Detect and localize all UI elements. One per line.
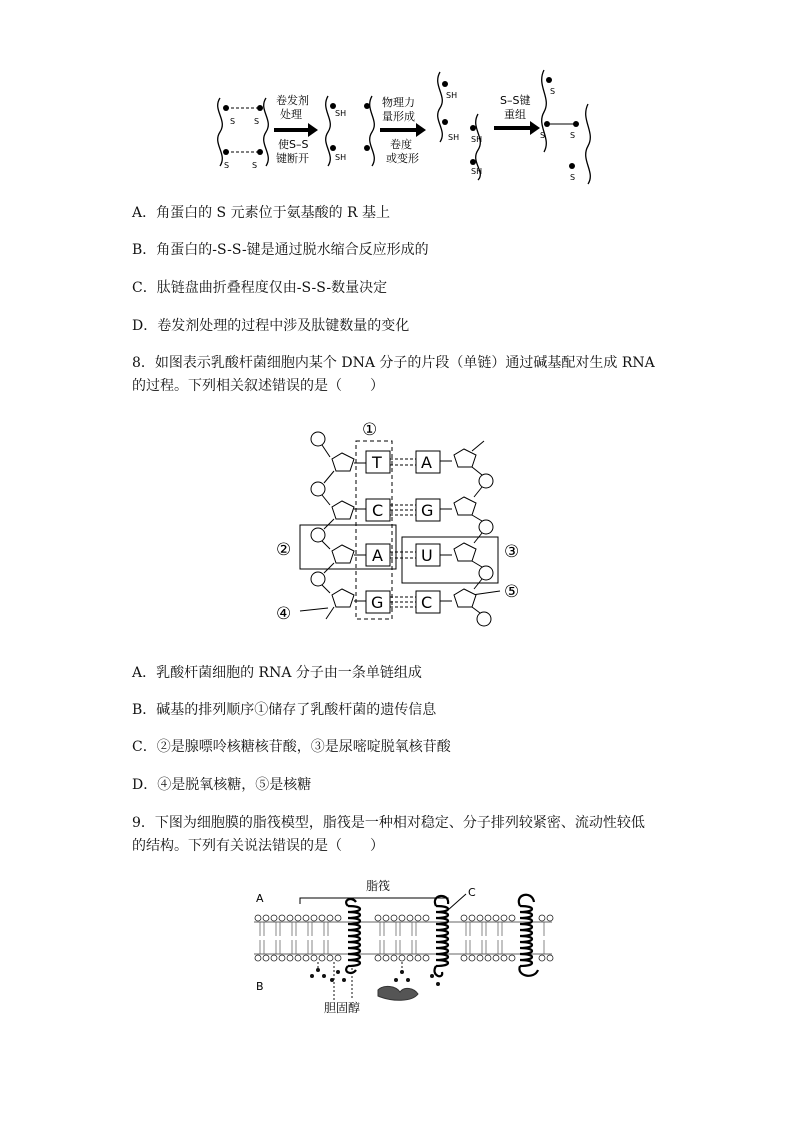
step1-sub-line1: 使S–S bbox=[278, 138, 309, 151]
label-raft: 脂筏 bbox=[366, 879, 391, 893]
cholesterol-shape bbox=[378, 986, 418, 1000]
arrow-icon bbox=[494, 121, 540, 135]
right-base-3: U bbox=[421, 546, 433, 565]
left-base-4: G bbox=[371, 593, 384, 612]
sh-label: SH bbox=[335, 153, 347, 162]
left-base-3: A bbox=[372, 546, 383, 565]
marker-2: ② bbox=[276, 540, 292, 560]
marker-3: ③ bbox=[504, 542, 520, 562]
pentose-right bbox=[454, 449, 476, 467]
sh-label: SH bbox=[446, 91, 458, 100]
dna-rna-pairing-diagram bbox=[272, 413, 534, 635]
label-b: B bbox=[256, 980, 264, 993]
s-label: S bbox=[254, 117, 260, 126]
pentose-right bbox=[454, 589, 476, 607]
glycolipid-chains bbox=[310, 968, 440, 986]
transmembrane-protein bbox=[346, 899, 360, 973]
arrow-icon bbox=[380, 123, 426, 137]
q7-option-a: A．角蛋白的 S 元素位于氨基酸的 R 基上 bbox=[132, 205, 391, 221]
phospholipid-bilayer bbox=[254, 922, 552, 954]
s-label: S bbox=[252, 161, 258, 170]
q8-option-c: C．②是腺嘌呤核糖核苷酸，③是尿嘧啶脱氧核苷酸 bbox=[132, 739, 451, 755]
step1-label-line2: 处理 bbox=[280, 108, 302, 121]
q7-option-c: C．肽链盘曲折叠程度仅由-S-S-数量决定 bbox=[132, 280, 388, 296]
step3-label-line1: S–S键 bbox=[500, 94, 531, 107]
s-label: S bbox=[224, 161, 230, 170]
transmembrane-protein bbox=[519, 895, 538, 976]
q8-option-b: B．碱基的排列顺序①储存了乳酸杆菌的遗传信息 bbox=[132, 702, 437, 718]
marker-1: ① bbox=[362, 420, 378, 440]
arrow-icon bbox=[274, 123, 318, 137]
sh-label: SH bbox=[335, 109, 347, 118]
step2-label-line2: 量形成 bbox=[382, 110, 415, 123]
label-chol: 胆固醇 bbox=[324, 1001, 361, 1015]
s-label: S bbox=[230, 117, 236, 126]
s-label: S bbox=[570, 131, 576, 140]
step2-sub-line2: 或变形 bbox=[386, 152, 419, 165]
right-base-4: C bbox=[421, 593, 433, 612]
q8-option-a: A．乳酸杆菌细胞的 RNA 分子由一条单链组成 bbox=[132, 665, 422, 681]
q8-stem-line1: 8．如图表示乳酸杆菌细胞内某个 DNA 分子的片段（单链）通过碱基配对生成 RNA bbox=[132, 355, 655, 371]
pentose-left bbox=[332, 545, 354, 563]
q7-option-b: B．角蛋白的-S-S-键是通过脱水缩合反应形成的 bbox=[132, 242, 429, 258]
label-c: C bbox=[468, 886, 476, 899]
sh-label: SH bbox=[471, 167, 483, 176]
step2-sub-line1: 卷度 bbox=[390, 138, 412, 151]
q9-stem-line2: 的结构。下列有关说法错误的是（ ） bbox=[132, 838, 384, 854]
q8-stem-line2: 的过程。下列相关叙述错误的是（ ） bbox=[132, 378, 384, 394]
s-label: S bbox=[570, 173, 576, 182]
marker-4: ④ bbox=[276, 604, 292, 624]
marker-5: ⑤ bbox=[504, 582, 520, 602]
step1-sub-line2: 键断开 bbox=[276, 152, 309, 165]
sh-label: SH bbox=[448, 133, 460, 142]
lipid-raft-diagram bbox=[252, 876, 554, 1016]
perm-process-diagram bbox=[210, 68, 600, 186]
right-base-2: G bbox=[421, 501, 434, 520]
right-base-1: A bbox=[421, 453, 432, 472]
s-label: S bbox=[550, 87, 556, 96]
left-base-1: T bbox=[372, 453, 382, 472]
step3-label-line2: 重组 bbox=[504, 108, 526, 121]
q9-stem-line1: 9．下图为细胞膜的脂筏模型，脂筏是一种相对稳定、分子排列较紧密、流动性较低 bbox=[132, 815, 645, 831]
pentose-left bbox=[332, 589, 354, 607]
transmembrane-protein bbox=[434, 896, 448, 976]
step1-label-line1: 卷发剂 bbox=[276, 94, 309, 107]
left-base-2: C bbox=[372, 501, 384, 520]
pentose-right bbox=[454, 543, 476, 561]
step2-label-line1: 物理力 bbox=[382, 96, 415, 109]
pentose-left bbox=[332, 501, 354, 519]
pentose-left bbox=[332, 453, 354, 471]
pentose-right bbox=[454, 497, 476, 515]
sh-label: SH bbox=[471, 135, 483, 144]
label-a: A bbox=[256, 892, 264, 905]
s-label: S bbox=[540, 131, 546, 140]
q8-option-d: D．④是脱氧核糖，⑤是核糖 bbox=[132, 777, 312, 793]
q7-option-d: D．卷发剂处理的过程中涉及肽键数量的变化 bbox=[132, 318, 410, 334]
